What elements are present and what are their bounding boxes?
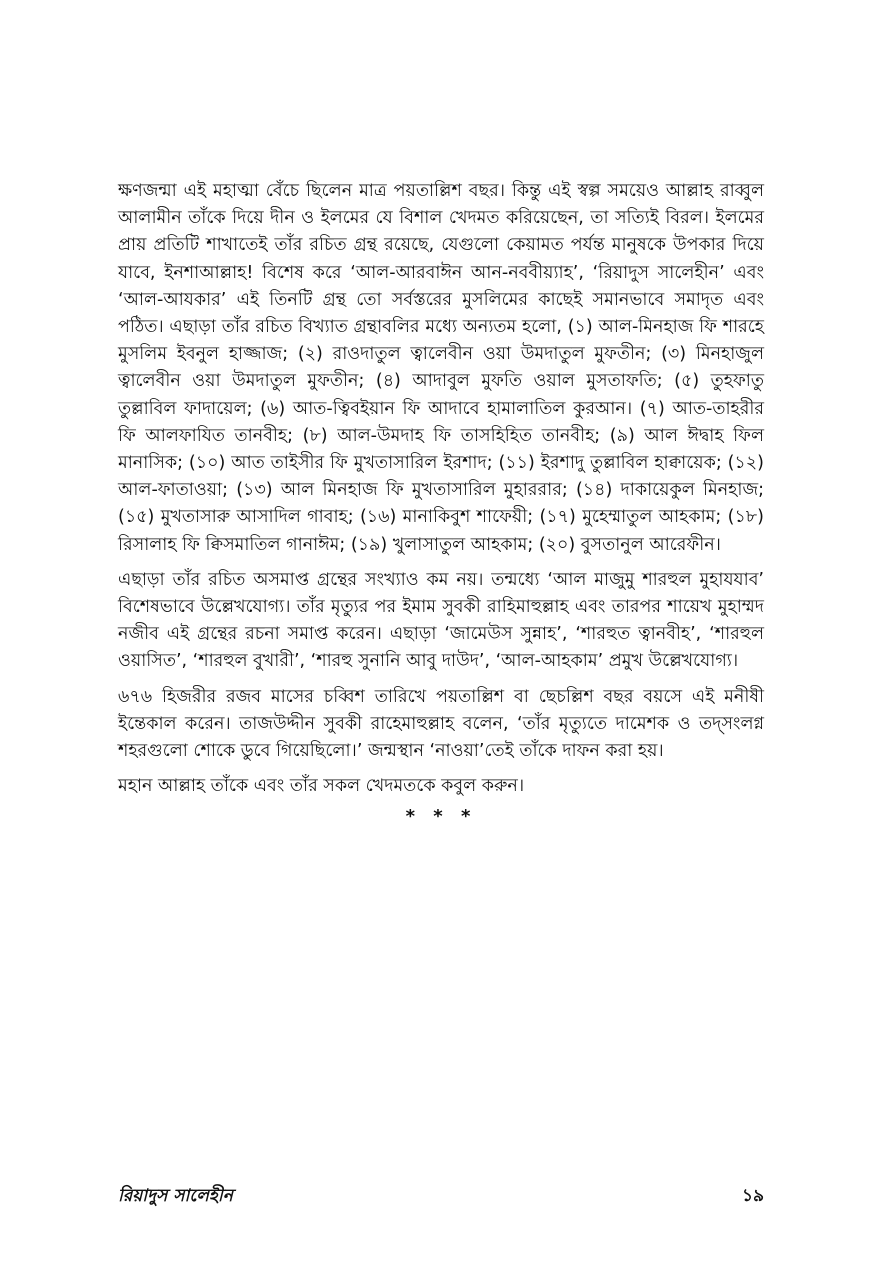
page-number: ১৯ xyxy=(741,1186,764,1206)
paragraph-death: ৬৭৬ হিজরীর রজব মাসের চব্বিশ তারিখে পয়তাল্লিশ বা ছেচল্লিশ বছর বয়সে এই মনীষী ইন্তেকাল করেন। তাজউদ্দীন সুবকী রাহেমাহুল্লাহ বলেন, ‘তাঁর মৃত্যুতে দামেশক ও তদ্সংলগ্ন শহরগুলো শোকে ডুবে গিয়েছিলো।’ জন্মস্থান ‘নাওয়া’তেই তাঁকে দাফন করা হয়। xyxy=(118,686,764,762)
closing-prayer: মহান আল্লাহ তাঁকে এবং তাঁর সকল খেদমতকে কবুল করুন। xyxy=(118,776,525,797)
paragraph-works: ক্ষণজন্মা এই মহাত্মা বেঁচে ছিলেন মাত্র পয়তাল্লিশ বছর। কিন্তু এই স্বল্প সময়েও আল্লাহ রাব্বুল আলামীন তাঁকে দিয়ে দীন ও ইলমের যে বিশাল খেদমত করিয়েছেন, তা সত্যিই বিরল। ইলমের প্রায় প্রতিটি শাখাতেই তাঁর রচিত গ্রন্থ রয়েছে, যেগুলো কেয়ামত পর্যন্ত মানুষকে উপকার দিয়ে যাবে, ইনশাআল্লাহ! বিশেষ করে ‘আল-আরবাঈন আন-নববীয়্যাহ’, ‘রিয়াদুস সালেহীন’ এবং ‘আল-আযকার’ এই তিনটি গ্রন্থ তো সর্বস্তরের মুসলিমের কাছেই সমানভাবে সমাদৃত এবং পঠিত। এছাড়া তাঁর রচিত বিখ্যাত গ্রন্থাবলির মধ্যে অন্যতম হলো, (১) আল-মিনহাজ ফি শারহে মুসলিম ইবনুল হাজ্জাজ; (২) রাওদাতুল ত্বালেবীন ওয়া উমদাতুল মুফতীন; (৩) মিনহাজুল ত্বালেবীন ওয়া উমদাতুল মুফতীন; (৪) আদাবুল মুফতি ওয়াল মুসতাফতি; (৫) তুহফাতু তুল্লাবিল ফাদায়েল; (৬) আত-ত্বিবইয়ান ফি আদাবে হামালাতিল কুরআন। (৭) আত-তাহরীর ফি আলফাযিত তানবীহ; (৮) আল-উমদাহ ফি তাসহিহিত তানবীহ; (৯) আল ঈদ্বাহ ফিল মানাসিক; (১০) আত তাইসীর ফি মুখতাসারিল ইরশাদ; (১১) ইরশাদু তুল্লাবিল হাক্বায়েক; (১২) আল-ফাতাওয়া; (১৩) আল মিনহাজ ফি মুখতাসারিল মুহাররার; (১৪) দাকায়েকুল মিনহাজ; (১৫) মুখতাসারু আসাদিল গাবাহ; (১৬) মানাকিবুশ শাফেয়ী; (১৭) মুহেম্মাতুল আহকাম; (১৮) রিসালাহ ফি ক্বিসমাতিল গানাঈম; (১৯) খুলাসাতুল আহকাম; (২০) বুসতানুল আরেফীন। xyxy=(118,181,764,555)
page-body xyxy=(118,178,764,827)
running-footer-title: রিয়াদুস সালেহীন xyxy=(118,1186,233,1206)
page-footer xyxy=(118,1183,764,1211)
section-separator: * * * xyxy=(405,806,477,828)
paragraph-unfinished-works: এছাড়া তাঁর রচিত অসমাপ্ত গ্রন্থের সংখ্যাও কম নয়। তন্মধ্যে ‘আল মাজুমু শারহুল মুহাযযাব’ বিশেষভাবে উল্লেখযোগ্য। তাঁর মৃত্যুর পর ইমাম সুবকী রাহিমাহুল্লাহ এবং তারপর শায়েখ মুহাম্মদ নজীব এই গ্রন্থের রচনা সমাপ্ত করেন। এছাড়া ‘জামেউস সুন্নাহ’, ‘শারহুত ত্বানবীহ’, ‘শারহুল ওয়াসিত’, ‘শারহুল বুখারী’, ‘শারহু সুনানি আবু দাউদ’, ‘আল-আহকাম’ প্রমুখ উল্লেখযোগ্য। xyxy=(118,569,764,672)
